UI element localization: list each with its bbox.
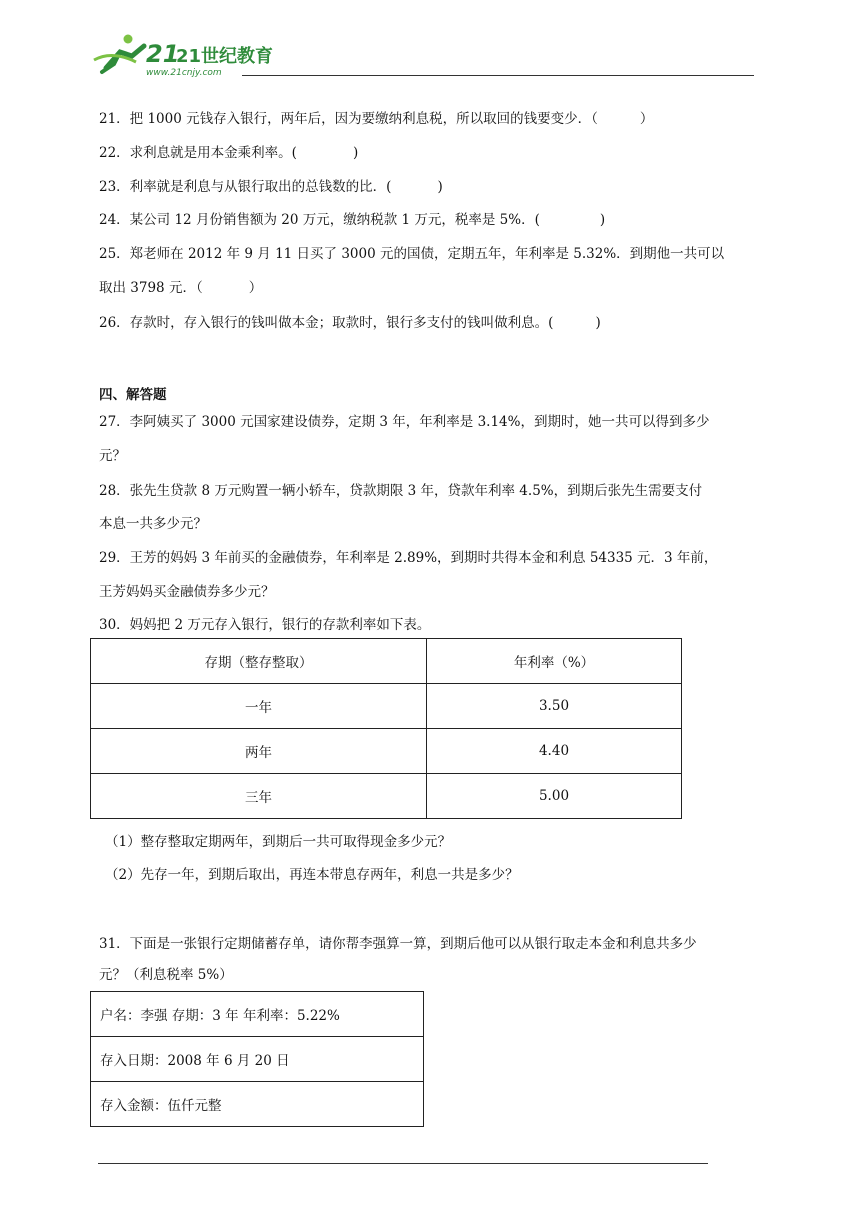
table-row — [91, 774, 682, 819]
section-title: 四、解答题 — [99, 387, 167, 403]
question-25-line1: 25．郑老师在 2012 年 9 月 11 日买了 3000 元的国债，定期五年，年利率是 5.32%．到期他一共可以 — [99, 246, 725, 262]
table-cell: 两年 — [91, 729, 427, 774]
table-row — [91, 1082, 424, 1127]
question-30-sub2: （2）先存一年，到期后取出，再连本带息存两年，利息一共是多少？ — [105, 867, 519, 883]
table-row — [91, 684, 682, 729]
question-23: 23．利率就是利息与从银行取出的总钱数的比．( ) — [99, 179, 443, 195]
question-26: 26．存款时，存入银行的钱叫做本金；取款时，银行多支付的钱叫做利息。( ) — [99, 315, 601, 331]
question-28-line1: 28．张先生贷款 8 万元购置一辆小轿车，贷款期限 3 年，贷款年利率 4.5%，到期后张先生需要支付 — [99, 483, 703, 499]
table-cell: 存入日期：2008 年 6 月 20 日 — [91, 1037, 424, 1082]
table-row — [91, 992, 424, 1037]
question-27-line1: 27．李阿姨买了 3000 元国家建设债券，定期 3 年，年利率是 3.14%，到期时，她一共可以得到多少 — [99, 414, 710, 430]
21cnjy-logo — [92, 32, 274, 78]
table-row — [91, 729, 682, 774]
table-cell: 户名：李强 存期：3 年 年利率：5.22% — [91, 992, 424, 1037]
table-header-row — [91, 639, 682, 684]
question-31-line1: 31．下面是一张银行定期储蓄存单，请你帮李强算一算，到期后他可以从银行取走本金和利息共多少 — [99, 936, 697, 952]
interest-rate-table — [90, 638, 682, 819]
question-22: 22．求利息就是用本金乘利率。( ) — [99, 145, 359, 161]
question-27-line2: 元？ — [99, 448, 126, 464]
table-header-cell: 年利率（%） — [427, 639, 682, 684]
question-31-line2: 元？（利息税率 5%） — [99, 967, 233, 983]
question-25-line2: 取出 3798 元．（ ） — [99, 280, 263, 296]
question-28-line2: 本息一共多少元？ — [99, 516, 207, 532]
svg-text:21世纪教育: 21世纪教育 — [176, 46, 274, 67]
table-header-cell: 存期（整存整取） — [91, 639, 427, 684]
question-30: 30．妈妈把 2 万元存入银行，银行的存款利率如下表。 — [99, 617, 431, 633]
header-rule — [242, 75, 754, 76]
question-30-sub1: （1）整存整取定期两年，到期后一共可取得现金多少元？ — [105, 834, 452, 850]
svg-text:21: 21 — [146, 40, 180, 68]
footer-rule — [98, 1163, 708, 1164]
table-cell: 存入金额：伍仟元整 — [91, 1082, 424, 1127]
table-cell: 5.00 — [427, 774, 682, 819]
deposit-slip-table — [90, 991, 424, 1127]
table-cell: 一年 — [91, 684, 427, 729]
table-row — [91, 1037, 424, 1082]
question-29-line1: 29．王芳的妈妈 3 年前买的金融债券，年利率是 2.89%，到期时共得本金和利息 54335 元．3 年前， — [99, 550, 718, 566]
page-header — [92, 30, 754, 80]
table-cell: 三年 — [91, 774, 427, 819]
table-cell: 3.50 — [427, 684, 682, 729]
table-cell: 4.40 — [427, 729, 682, 774]
svg-text:www.21cnjy.com: www.21cnjy.com — [146, 68, 222, 78]
question-21: 21．把 1000 元钱存入银行，两年后，因为要缴纳利息税，所以取回的钱要变少．（ ） — [99, 111, 654, 127]
question-24: 24．某公司 12 月份销售额为 20 万元，缴纳税款 1 万元，税率是 5%．( ) — [99, 212, 606, 228]
question-29-line2: 王芳妈妈买金融债券多少元？ — [99, 584, 275, 600]
